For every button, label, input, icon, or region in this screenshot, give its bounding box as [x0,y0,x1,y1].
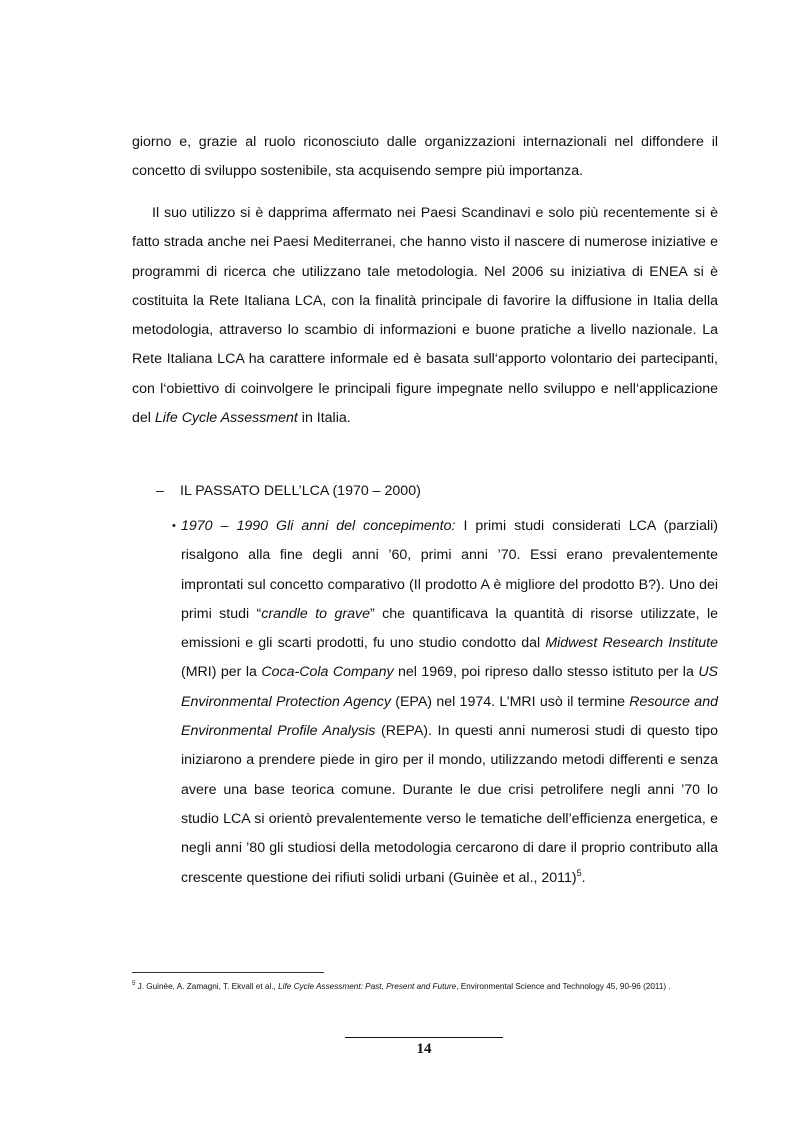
bullet-italic-segment: US Environmental Protection Agency [181,664,719,710]
paragraph-usage-end: in Italia. [297,410,351,427]
bullet-end: . [581,869,586,886]
paragraph-intro: giorno e, grazie al ruolo riconosciuto dalle organizzazioni internazionali nel diffondere il concetto di sviluppo sostenibile, sta acquisendo sempre più importanza. [132,134,718,180]
section-heading [156,477,421,506]
footnote-divider [132,972,324,973]
bullet-text-segment: nel 1969, poi ripreso dallo stesso istituto per la [393,664,699,681]
footnote-source: , Environmental Science and Technology 45, 90-96 (2011) . [456,982,671,991]
footnote-reference[interactable]: 5 [576,867,582,878]
bullet-italic-segment: Resource and Environmental Profile Analysis [181,693,718,740]
bullet-item [172,512,718,893]
footnote-number: 5 [132,981,136,987]
section-title: IL PASSATO DELL’LCA (1970 – 2000) [180,483,421,499]
page-number-rule [345,1037,503,1038]
section-dash: – [156,483,164,499]
bullet-text-segment: ” che quantificava la quantità di risorse utilizzate, le emissioni e gli scarti prodotti, fu uno studio condotto dal [181,605,718,652]
footnote-authors: J. Guinèe, A. Zamagni, T. Ekvall et al., [135,982,279,991]
bullet-marker: • [172,520,176,532]
bullet-text-segment: (MRI) per la [181,664,262,681]
paragraph-usage [132,199,718,433]
bullet-segments [181,518,718,886]
bullet-italic-segment: crandle to grave [261,605,370,622]
bullet-text-segment: (EPA) nel 1974. L’MRI usò il termine [390,693,630,710]
bullet-italic-segment: Midwest Research Institute [545,635,718,652]
bullet-text [172,512,718,893]
page-number: 14 [416,1041,432,1057]
bullet-italic-segment: 1970 – 1990 Gli anni del concepimento: [181,518,456,534]
bullet-text-segment: I primi studi considerati LCA (parziali) risalgono alla fine degli anni ’60, primi anni ’70. Essi erano prevalentemente improntati sul concetto comparativo (Il prodotto A è migliore del prodotto B?). Uno dei primi studi “ [181,518,718,622]
footnote-title: Life Cycle Assessment: Past, Present and Future [278,982,457,991]
paragraph-usage-text: Il suo utilizzo si è dapprima affermato nei Paesi Scandinavi e solo più recentemente si è fatto strada anche nei Paesi Mediterranei, che hanno visto il nascere di numerose iniziative e programmi di ricerca che utilizzano tale metodologia. Nel 2006 su iniziativa di ENEA si è costituita la Rete Italiana LCA, con la finalità principale di favorire la diffusione in Italia della metodologia, attraverso lo scambio di informazioni e buone pratiche a livello nazionale. La Rete Italiana LCA ha carattere informale ed è basata sull‘apporto volontario dei partecipanti, con l‘obiettivo di coinvolgere le principali figure impegnate nello sviluppo e nell‘applicazione del [132,205,718,427]
paragraph-usage-italic: Life Cycle Assessment [154,410,298,427]
footnote [132,979,718,995]
bullet-italic-segment: Coca-Cola Company [261,664,394,681]
bullet-text-segment: (REPA). In questi anni numerosi studi di questo tipo iniziarono a prendere piede in giro per il mondo, utilizzando metodi differenti e senza avere una base teorica comune. Durante le due crisi petrolifere negli anni ’70 lo studio LCA si orientò prevalentemente verso le tematiche dell’efficienza energetica, e negli anni ’80 gli studiosi della metodologia cercarono di dare il proprio contributo alla crescente questione dei rifiuti solidi urbani (Guinèe et al., 2011) [181,723,719,886]
